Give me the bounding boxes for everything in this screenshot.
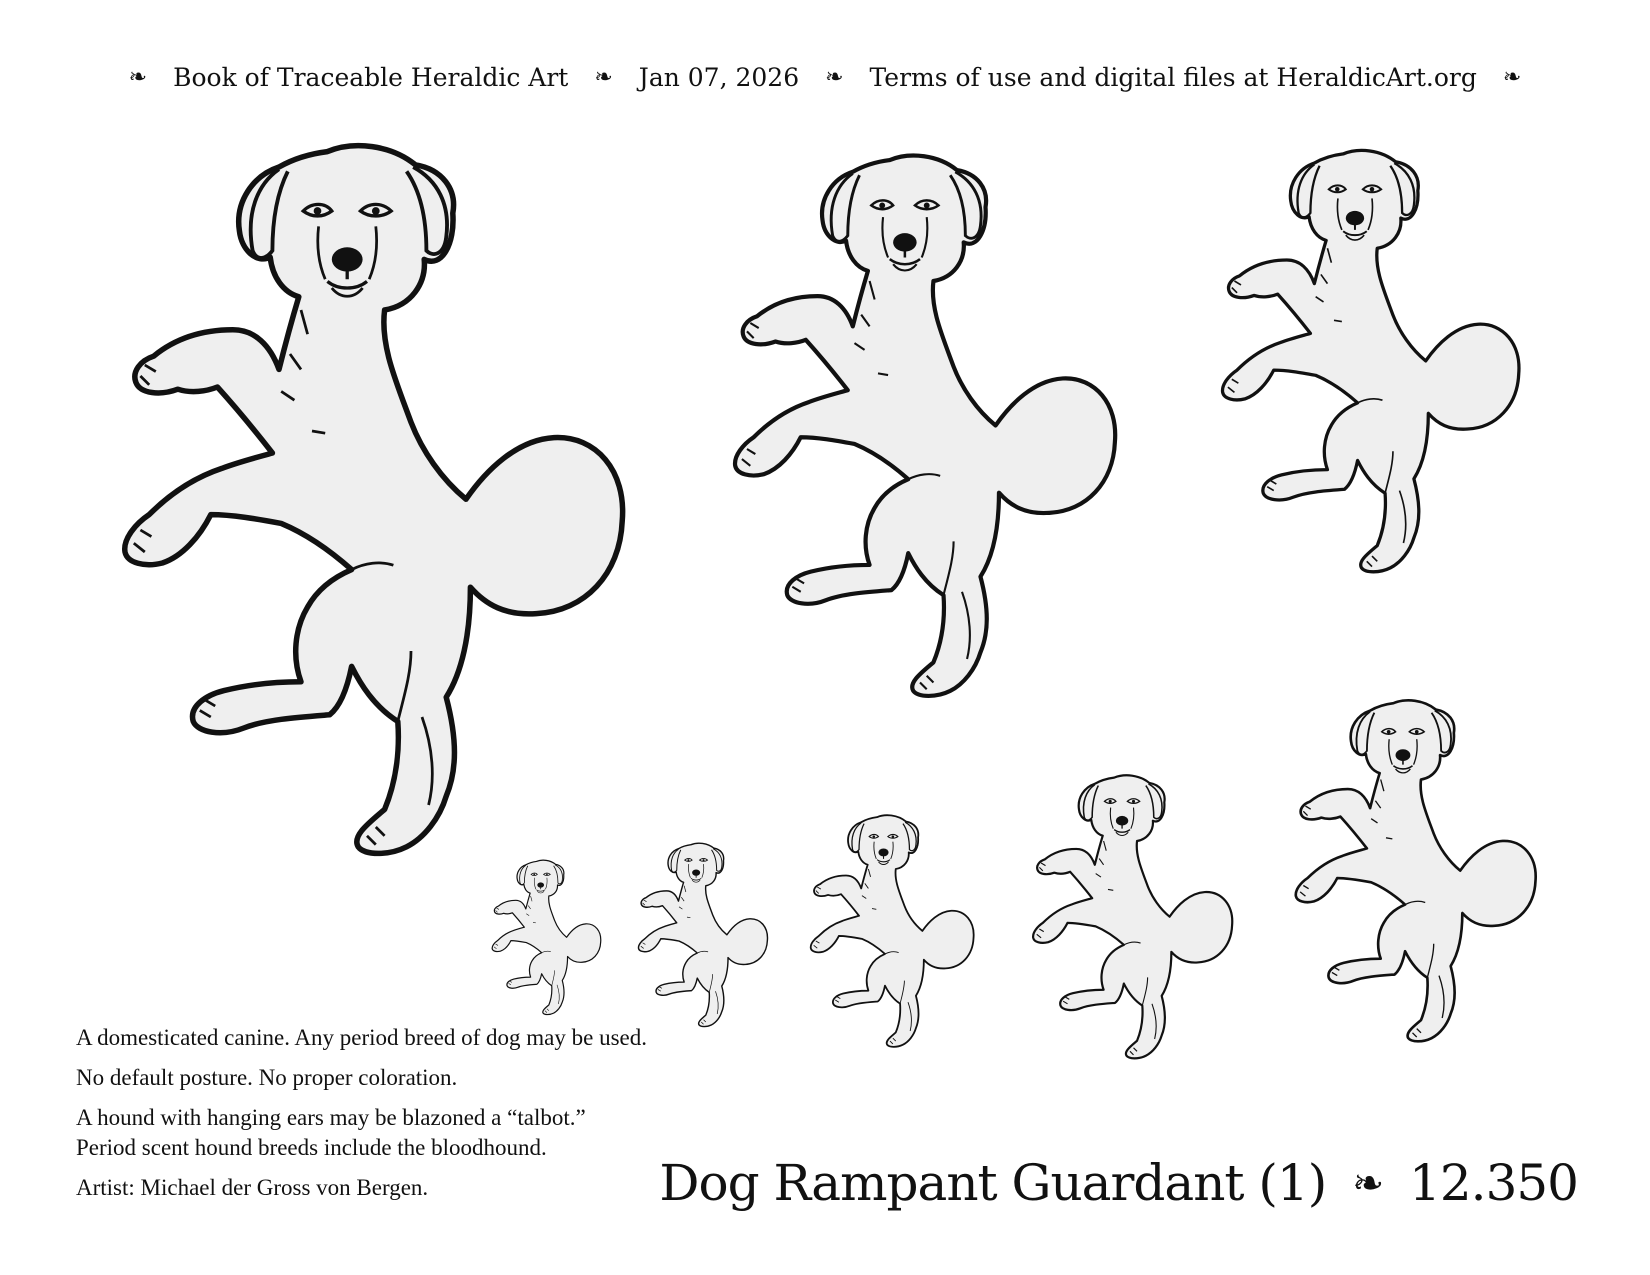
dog-figure-size-5 — [1033, 775, 1232, 1058]
fleuron-icon: ❧ — [1502, 64, 1522, 90]
fleuron-icon: ❧ — [128, 64, 148, 90]
note-line: A domesticated canine. Any period breed of dog may be used. — [76, 1025, 648, 1050]
note-line: No default posture. No proper coloration. — [76, 1065, 458, 1090]
dog-figure-size-8 — [492, 860, 601, 1014]
fleuron-icon: ❧ — [594, 64, 613, 90]
dog-figure-medium — [735, 156, 1115, 696]
terms-of-use: Terms of use and digital files at HeraldicArt.org — [869, 62, 1477, 92]
figure-title: Dog Rampant Guardant (1) — [659, 1154, 1327, 1212]
figure-number: 12.350 — [1409, 1154, 1578, 1212]
dog-figure-size-7 — [638, 843, 767, 1026]
book-title: Book of Traceable Heraldic Art — [173, 62, 569, 92]
dog-figure-size-6 — [811, 815, 974, 1047]
note-line: A hound with hanging ears may be blazoned a “talbot.” — [76, 1105, 586, 1130]
dog-figure-size-4 — [1296, 700, 1536, 1041]
page-date: Jan 07, 2026 — [638, 62, 800, 92]
dog-figure-small — [1223, 150, 1519, 571]
dog-figure-large — [125, 146, 623, 854]
note-line: Period scent hound breeds include the bloodhound. — [76, 1135, 547, 1160]
artist-credit: Artist: Michael der Gross von Bergen. — [76, 1175, 429, 1200]
figure-caption — [659, 1150, 1578, 1216]
fleuron-icon: ❧ — [1352, 1161, 1384, 1205]
fleuron-icon: ❧ — [825, 64, 844, 90]
